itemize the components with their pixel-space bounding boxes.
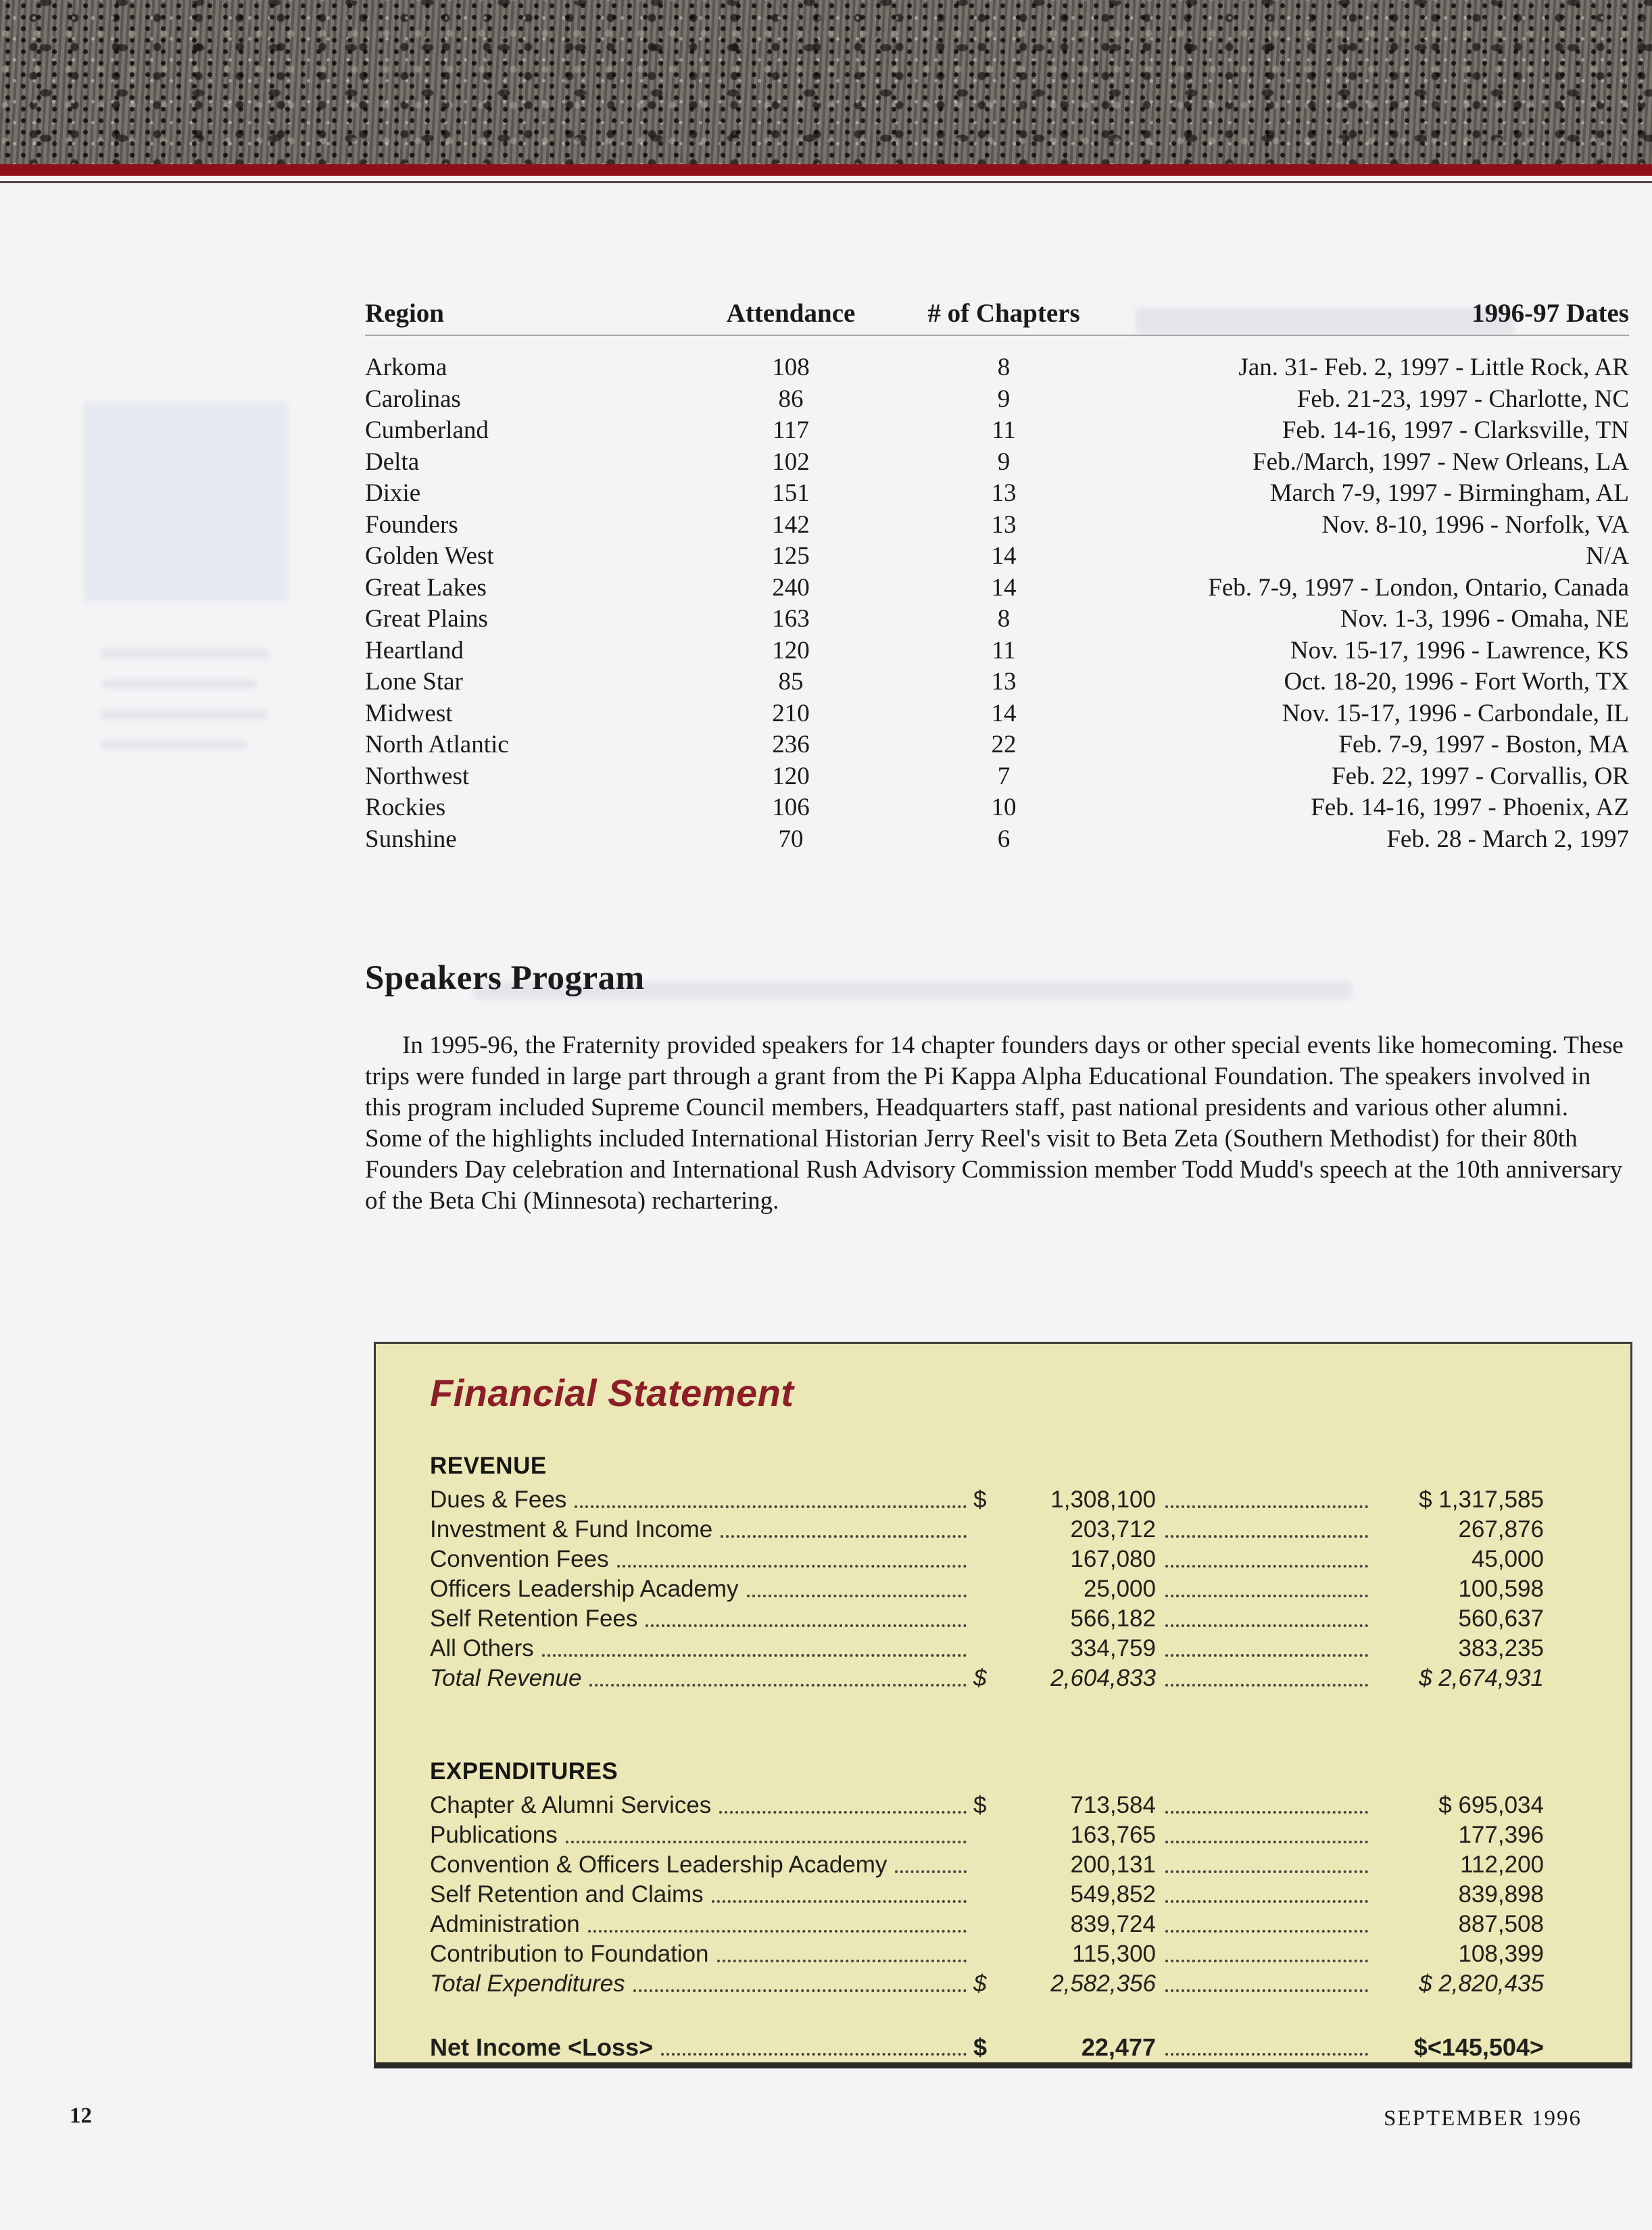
- expenditures-section-heading: EXPENDITURES: [430, 1758, 618, 1785]
- region-cell: Dixie: [365, 479, 421, 507]
- region-cell: Northwest: [365, 762, 470, 790]
- financial-row: [430, 1850, 1544, 1880]
- chapters-cell: 13: [991, 510, 1017, 539]
- table-body: [365, 352, 1629, 855]
- table-row: [365, 792, 1629, 824]
- row-label: Net Income <Loss>: [430, 2033, 654, 2061]
- amount-1996: 549,852: [1070, 1881, 1156, 1908]
- dates-cell: Feb. 14-16, 1997 - Phoenix, AZ: [1311, 794, 1629, 821]
- table-row: [365, 384, 1629, 416]
- dotted-leader: [1165, 1870, 1368, 1873]
- revenue-rows: [430, 1485, 1544, 1693]
- table-header-row: [365, 298, 1629, 329]
- dotted-leader: [719, 1811, 967, 1814]
- region-cell: Lone Star: [365, 668, 463, 696]
- currency-sign: $: [973, 1665, 987, 1691]
- attendance-cell: 151: [772, 479, 810, 507]
- amount-1996: 566,182: [1070, 1605, 1156, 1632]
- dates-cell: Feb. 22, 1997 - Corvallis, OR: [1332, 762, 1629, 790]
- dotted-leader: [1165, 1900, 1368, 1903]
- attendance-cell: 85: [778, 668, 804, 696]
- financial-row: [430, 1791, 1544, 1820]
- financial-statement-box: [374, 1342, 1632, 2068]
- region-cell: Midwest: [365, 699, 453, 727]
- dates-cell: N/A: [1586, 542, 1629, 570]
- row-label: Contribution to Foundation: [430, 1941, 709, 1967]
- attendance-cell: 117: [772, 416, 810, 444]
- table-row: [365, 510, 1629, 541]
- attendance-cell: 86: [778, 385, 804, 413]
- dotted-leader: [1165, 1960, 1368, 1962]
- financial-row: [430, 2033, 1544, 2062]
- dates-cell: Feb. 7-9, 1997 - Boston, MA: [1338, 731, 1629, 758]
- chapters-cell: 13: [991, 668, 1017, 696]
- table-row: [365, 573, 1629, 604]
- attendance-cell: 106: [772, 794, 810, 821]
- financial-row: [430, 1880, 1544, 1910]
- dates-cell: Feb./March, 1997 - New Orleans, LA: [1253, 447, 1629, 476]
- column-header-chapters: # of Chapters: [927, 299, 1080, 328]
- amount-1996: 1,308,100: [1050, 1486, 1156, 1513]
- dotted-leader: [717, 1960, 967, 1962]
- attendance-cell: 102: [772, 447, 810, 476]
- table-row: [365, 635, 1629, 667]
- financial-row: [430, 1485, 1544, 1515]
- amount-1997: 560,637: [1458, 1605, 1544, 1632]
- attendance-cell: 108: [772, 354, 810, 381]
- attendance-cell: 163: [772, 605, 810, 633]
- page-number: 12: [70, 2104, 92, 2128]
- financial-row: [430, 1664, 1544, 1693]
- amount-1996: 200,131: [1070, 1851, 1156, 1878]
- dates-cell: March 7-9, 1997 - Birmingham, AL: [1269, 479, 1629, 507]
- dates-cell: Oct. 18-20, 1996 - Fort Worth, TX: [1284, 668, 1629, 696]
- currency-sign: $: [973, 1792, 987, 1818]
- row-label: Total Revenue: [430, 1665, 582, 1691]
- financial-row: [430, 1604, 1544, 1634]
- amount-1996: 713,584: [1070, 1792, 1156, 1818]
- row-label: Dues & Fees: [430, 1486, 567, 1513]
- dates-cell: Nov. 1-3, 1996 - Omaha, NE: [1340, 605, 1629, 633]
- region-cell: Great Lakes: [365, 573, 487, 602]
- table-row: [365, 541, 1629, 573]
- table-row: [365, 478, 1629, 510]
- attendance-cell: 236: [772, 731, 810, 758]
- amount-1996: 203,712: [1070, 1516, 1156, 1543]
- row-label: Self Retention Fees: [430, 1605, 638, 1632]
- table-row: [365, 352, 1629, 384]
- amount-1996: 22,477: [1081, 2033, 1156, 2061]
- dotted-leader: [1165, 1811, 1368, 1814]
- chapters-cell: 9: [997, 385, 1011, 413]
- region-cell: Heartland: [365, 636, 464, 664]
- expenditure-rows: [430, 1791, 1544, 1999]
- chapters-cell: 13: [991, 479, 1017, 507]
- dotted-leader: [1165, 1595, 1368, 1597]
- amount-1997: 839,898: [1458, 1881, 1544, 1908]
- currency-sign: $: [973, 2033, 988, 2061]
- chapters-cell: 9: [997, 447, 1011, 476]
- amount-1997: 108,399: [1458, 1941, 1544, 1967]
- row-label: Convention & Officers Leadership Academy: [430, 1851, 888, 1878]
- chapters-cell: 6: [997, 825, 1011, 853]
- dates-cell: Nov. 15-17, 1996 - Carbondale, IL: [1282, 699, 1629, 727]
- financial-row: [430, 1574, 1544, 1604]
- amount-1996: 167,080: [1070, 1546, 1156, 1572]
- table-row: [365, 604, 1629, 635]
- row-label: Self Retention and Claims: [430, 1881, 704, 1908]
- region-cell: Arkoma: [365, 354, 447, 381]
- chapters-cell: 14: [991, 573, 1017, 602]
- chapters-cell: 7: [997, 762, 1011, 790]
- dotted-leader: [895, 1870, 967, 1873]
- row-label: Publications: [430, 1822, 558, 1848]
- chapters-cell: 14: [991, 699, 1017, 727]
- regional-conference-table: [365, 298, 1629, 855]
- financial-row: [430, 1545, 1544, 1574]
- table-row: [365, 729, 1629, 761]
- dates-cell: Feb. 21-23, 1997 - Charlotte, NC: [1296, 385, 1629, 413]
- granite-texture-band: [0, 0, 1652, 164]
- row-label: Administration: [430, 1911, 580, 1937]
- chapters-cell: 11: [992, 636, 1016, 664]
- amount-1996: 2,582,356: [1050, 1970, 1156, 1997]
- row-label: Investment & Fund Income: [430, 1516, 713, 1543]
- chapters-cell: 8: [997, 354, 1011, 381]
- attendance-cell: 120: [772, 636, 810, 664]
- chapters-cell: 8: [997, 605, 1011, 633]
- dates-cell: Feb. 7-9, 1997 - London, Ontario, Canada: [1208, 573, 1629, 602]
- currency-sign: $: [973, 1970, 987, 1997]
- region-cell: Cumberland: [365, 416, 489, 444]
- dotted-leader: [712, 1900, 967, 1903]
- dotted-leader: [1165, 1624, 1368, 1627]
- amount-1997: 267,876: [1458, 1516, 1544, 1543]
- dotted-leader: [566, 1841, 967, 1843]
- amount-1997: 45,000: [1471, 1546, 1544, 1572]
- amount-1997: 383,235: [1458, 1635, 1544, 1662]
- region-cell: Sunshine: [365, 825, 457, 853]
- chapters-cell: 22: [991, 731, 1017, 758]
- dotted-leader: [1165, 1654, 1368, 1657]
- amount-1996: 2,604,833: [1050, 1665, 1156, 1691]
- net-income-row-holder: [430, 2033, 1544, 2062]
- column-header-region: Region: [365, 299, 444, 328]
- amount-1996: 839,724: [1070, 1911, 1156, 1937]
- financial-row: [430, 1634, 1544, 1664]
- row-label: Convention Fees: [430, 1546, 609, 1572]
- dates-cell: Nov. 15-17, 1996 - Lawrence, KS: [1290, 636, 1629, 664]
- table-row: [365, 415, 1629, 447]
- amount-1996: 25,000: [1083, 1576, 1156, 1602]
- dotted-leader: [589, 1684, 967, 1687]
- table-row: [365, 447, 1629, 479]
- amount-1997: $<145,504>: [1413, 2033, 1544, 2061]
- dotted-leader: [747, 1595, 967, 1597]
- issue-date: SEPTEMBER 1996: [1384, 2106, 1582, 2131]
- financial-row: [430, 1820, 1544, 1850]
- red-divider-bar: [0, 164, 1652, 176]
- dotted-leader: [661, 2053, 967, 2056]
- header-rule: [365, 335, 1629, 336]
- chapters-cell: 10: [991, 794, 1017, 821]
- amount-1997: 887,508: [1458, 1911, 1544, 1937]
- dates-cell: Nov. 8-10, 1996 - Norfolk, VA: [1321, 510, 1629, 539]
- attendance-cell: 210: [772, 699, 810, 727]
- financial-statement-title: Financial Statement: [430, 1372, 794, 1414]
- amount-1996: 334,759: [1070, 1635, 1156, 1662]
- dotted-leader: [1165, 1989, 1368, 1992]
- table-row: [365, 666, 1629, 698]
- region-cell: Carolinas: [365, 385, 461, 413]
- financial-row: [430, 1969, 1544, 1999]
- dotted-leader: [617, 1565, 967, 1568]
- financial-row: [430, 1939, 1544, 1969]
- region-cell: North Atlantic: [365, 731, 509, 758]
- financial-row: [430, 1910, 1544, 1939]
- dotted-leader: [1165, 1930, 1368, 1933]
- amount-1997: $ 2,820,435: [1419, 1970, 1544, 1997]
- dotted-leader: [1165, 1535, 1368, 1538]
- dotted-leader: [721, 1535, 967, 1538]
- dotted-leader: [1165, 1565, 1368, 1568]
- speakers-program-heading: Speakers Program: [365, 959, 645, 997]
- table-row: [365, 824, 1629, 856]
- column-header-dates: 1996-97 Dates: [1472, 299, 1629, 328]
- region-cell: Great Plains: [365, 605, 488, 633]
- dates-cell: Jan. 31- Feb. 2, 1997 - Little Rock, AR: [1238, 354, 1629, 381]
- speakers-program-paragraph: In 1995-96, the Fraternity provided speakers for 14 chapter founders days or other special events like homecoming. These trips were funded in large part through a grant from the Pi Kappa Alpha Educational Foundation. The speakers involved in this program included Supreme Council members, Headquarters staff, past national presidents and various other alumni. Some of the highlights included International Historian Jerry Reel's visit to Beta Zeta (Southern Methodist) for their 80th Founders Day celebration and International Rush Advisory Commission member Todd Mudd's speech at the 10th anniversary of the Beta Chi (Minnesota) rechartering.: [365, 1032, 1624, 1215]
- revenue-section-heading: REVENUE: [430, 1453, 547, 1479]
- dates-cell: Feb. 28 - March 2, 1997: [1386, 825, 1629, 853]
- dotted-leader: [1165, 1684, 1368, 1687]
- region-cell: Golden West: [365, 542, 494, 570]
- amount-1997: 112,200: [1460, 1851, 1544, 1878]
- amount-1997: $ 2,674,931: [1419, 1665, 1544, 1691]
- table-row: [365, 698, 1629, 730]
- currency-sign: $: [973, 1486, 987, 1513]
- attendance-cell: 120: [772, 762, 810, 790]
- financial-row: [430, 1515, 1544, 1545]
- attendance-cell: 142: [772, 510, 810, 539]
- dotted-leader: [633, 1989, 967, 1992]
- attendance-cell: 125: [772, 542, 810, 570]
- dotted-leader: [646, 1624, 967, 1627]
- row-label: Officers Leadership Academy: [430, 1576, 739, 1602]
- amount-1997: $ 1,317,585: [1419, 1486, 1544, 1513]
- region-cell: Founders: [365, 510, 458, 539]
- dotted-leader: [542, 1654, 967, 1657]
- row-label: Total Expenditures: [430, 1970, 625, 1997]
- amount-1996: 115,300: [1072, 1941, 1156, 1967]
- dotted-leader: [575, 1505, 967, 1508]
- region-cell: Delta: [365, 447, 420, 476]
- amount-1997: $ 695,034: [1438, 1792, 1544, 1818]
- row-label: All Others: [430, 1635, 534, 1662]
- amount-1997: 177,396: [1458, 1822, 1544, 1848]
- attendance-cell: 240: [772, 573, 810, 602]
- attendance-cell: 70: [778, 825, 804, 853]
- chapters-cell: 11: [992, 416, 1016, 444]
- dotted-leader: [1165, 1505, 1368, 1508]
- amount-1997: 100,598: [1458, 1576, 1544, 1602]
- dotted-leader: [1165, 2053, 1368, 2056]
- table-row: [365, 761, 1629, 793]
- dates-cell: Feb. 14-16, 1997 - Clarksville, TN: [1282, 416, 1629, 444]
- dotted-leader: [588, 1930, 967, 1933]
- dotted-leader: [1165, 1841, 1368, 1843]
- column-header-attendance: Attendance: [726, 299, 856, 328]
- chapters-cell: 14: [991, 542, 1017, 570]
- thin-top-rule: [0, 181, 1652, 183]
- amount-1996: 163,765: [1070, 1822, 1156, 1848]
- region-cell: Rockies: [365, 794, 446, 821]
- row-label: Chapter & Alumni Services: [430, 1792, 712, 1818]
